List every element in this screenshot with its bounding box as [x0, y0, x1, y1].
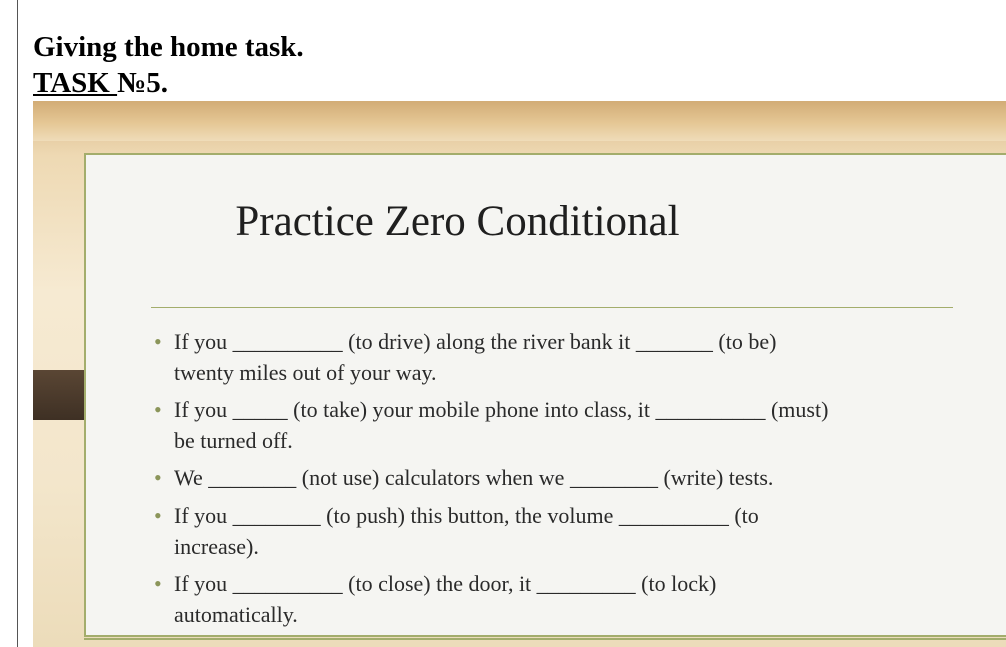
task-label-underlined: TASK — [33, 67, 118, 99]
slide-panel — [84, 153, 1006, 637]
exercise-item-4 — [146, 500, 828, 562]
exercise-item-2 — [146, 394, 828, 456]
exercise-text-line: If you __________ (to drive) along the river bank it _______ (to be) — [174, 329, 777, 354]
exercise-item-5 — [146, 568, 828, 630]
title-divider — [151, 307, 953, 308]
exercise-text-line: If you ________ (to push) this button, the volume __________ (to — [174, 503, 759, 528]
slide-bottom-rule — [84, 638, 1006, 640]
task-label — [33, 65, 168, 101]
exercise-text-line: be turned off. — [174, 428, 293, 453]
exercise-item-1 — [146, 326, 828, 388]
page-left-rule — [17, 0, 18, 647]
slide-wood-strip — [33, 101, 1006, 141]
bullet-icon: • — [154, 465, 162, 490]
slide-image — [33, 101, 1006, 647]
slide-title: Practice Zero Conditional — [235, 198, 680, 245]
bullet-icon: • — [154, 571, 162, 596]
bullet-icon: • — [154, 397, 162, 422]
exercise-text-line: increase). — [174, 534, 259, 559]
exercise-text-line: We ________ (not use) calculators when we ________ (write) tests. — [174, 465, 774, 490]
bullet-icon: • — [154, 329, 162, 354]
exercise-text-line: automatically. — [174, 602, 298, 627]
task-label-number: №5. — [117, 67, 168, 99]
exercise-list — [146, 326, 828, 636]
exercise-text-line: twenty miles out of your way. — [174, 360, 437, 385]
bullet-icon: • — [154, 503, 162, 528]
page-heading: Giving the home task. — [33, 31, 304, 63]
exercise-text-line: If you _____ (to take) your mobile phone into class, it __________ (must) — [174, 397, 829, 422]
exercise-text-line: If you __________ (to close) the door, it _________ (to lock) — [174, 571, 717, 596]
exercise-item-3 — [146, 462, 828, 493]
